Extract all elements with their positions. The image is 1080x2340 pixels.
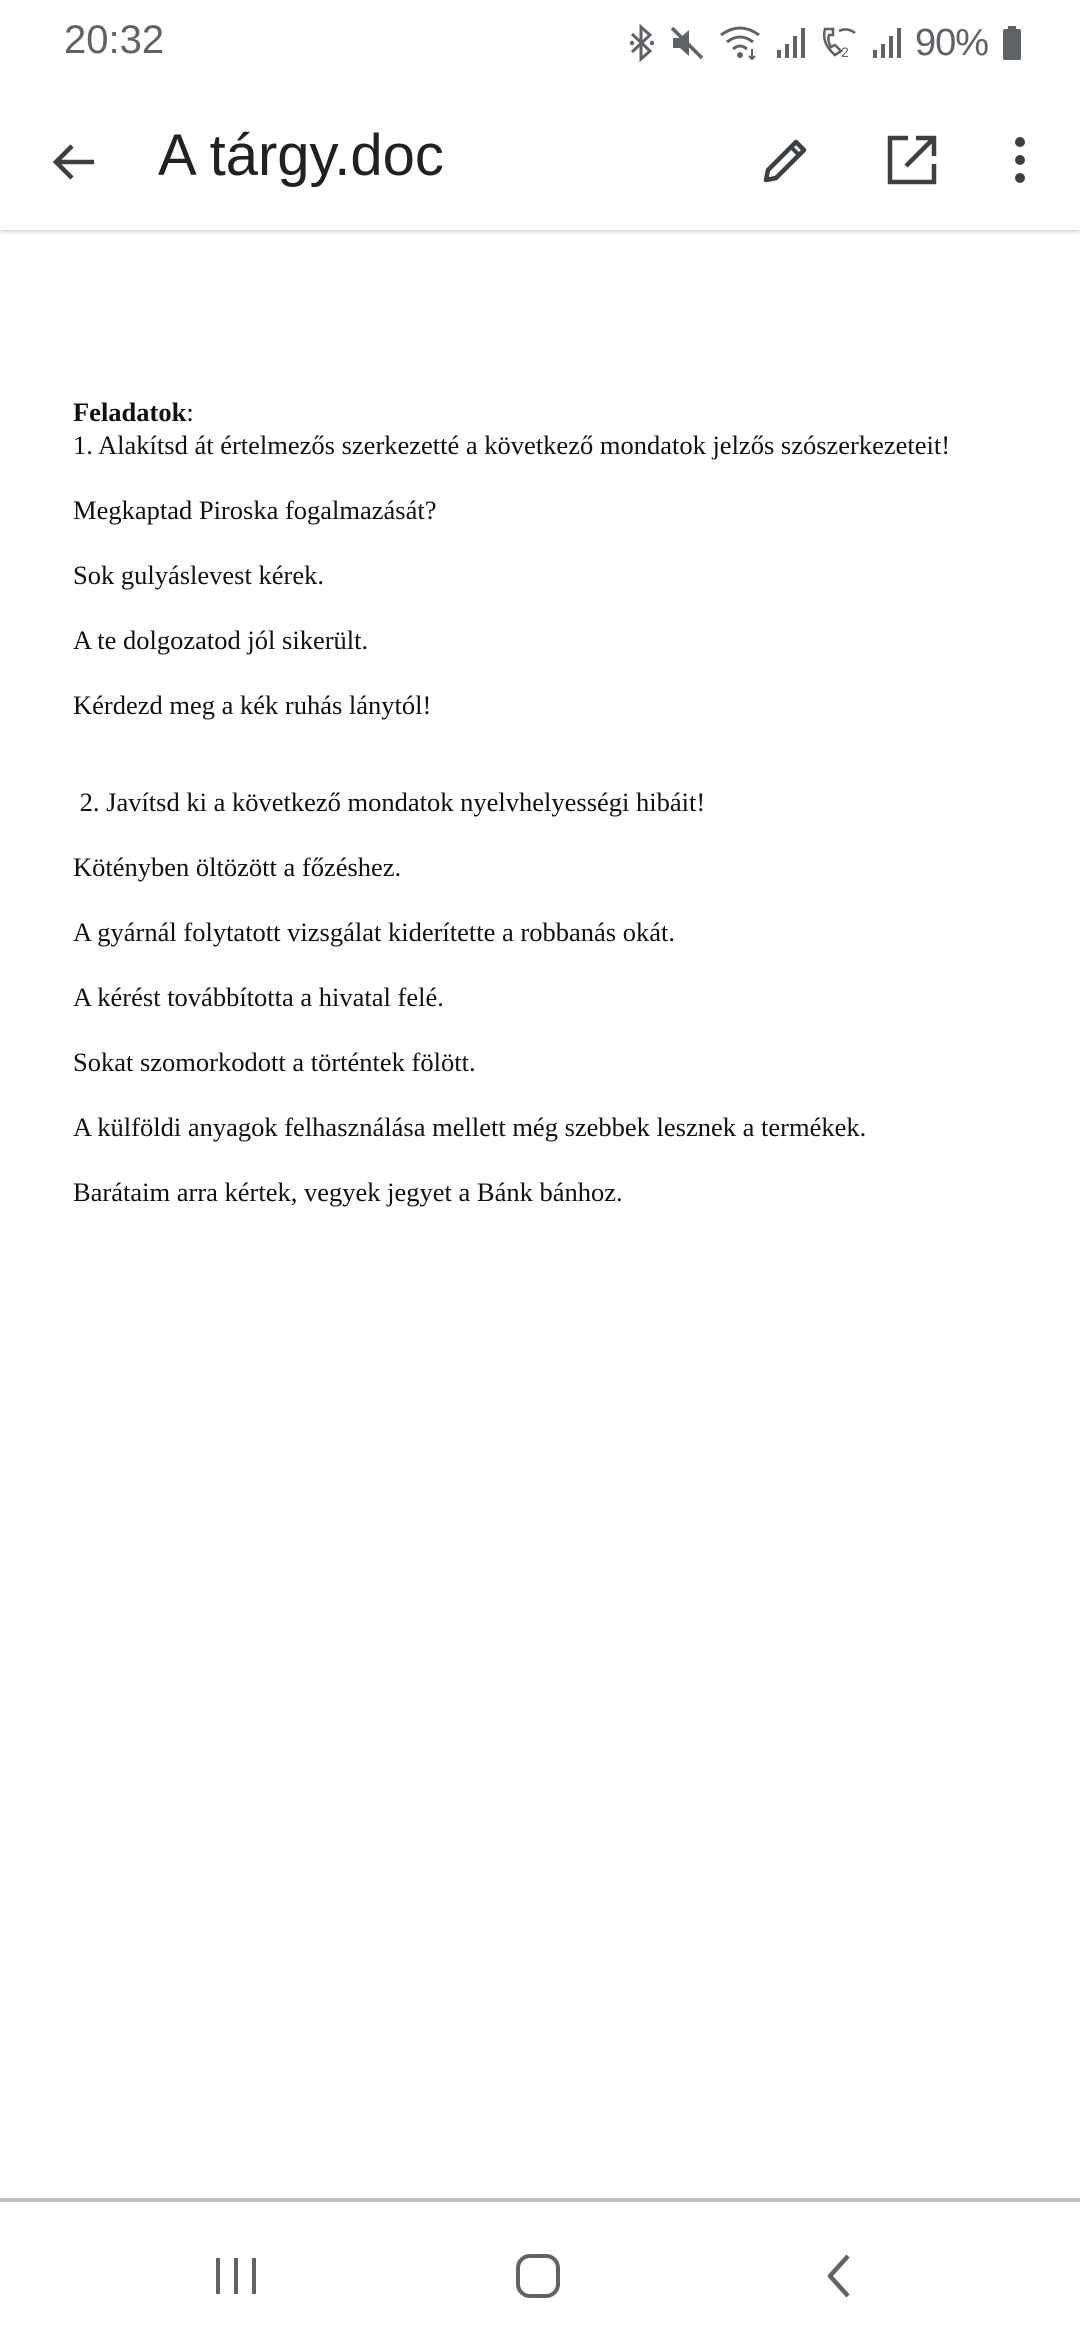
back-arrow-icon [50,138,98,186]
bottom-divider [0,2198,1080,2202]
open-external-icon [886,134,938,186]
document-view[interactable] [0,230,1080,2200]
bluetooth-icon [629,24,655,62]
task-2-sentence: A külföldi anyagok felhasználása mellett még szebbek lesznek a termékek. [73,1112,867,1142]
task-2-sentence: Kötényben öltözött a főzéshez. [73,852,402,882]
recent-apps-button[interactable] [210,2248,262,2304]
signal-icon-2 [871,26,901,60]
wifi-calling-icon [819,25,857,61]
system-nav-bar [0,2212,1080,2340]
task-2-sentence: A kérést továbbította a hivatal felé. [73,982,444,1012]
task-1-sentence: Sok gulyáslevest kérek. [73,560,324,590]
document-body [73,396,1073,1209]
task-2-instruction: 2. Javítsd ki a következő mondatok nyelvhelyességi hibáit! [73,787,706,817]
task-1-sentence: Kérdezd meg a kék ruhás lánytól! [73,690,432,720]
nav-back-button[interactable] [818,2248,858,2304]
task-2-sentence: A gyárnál folytatott vizsgálat kiderítette a robbanás okát. [73,917,675,947]
mute-icon [669,25,705,61]
home-icon [510,2248,566,2304]
tasks-heading: Feladatok [73,397,187,427]
task-1-sentence: A te dolgozatod jól sikerült. [73,625,369,655]
back-button[interactable] [40,128,108,196]
open-external-button[interactable] [876,124,948,196]
task-2-sentence: Sokat szomorkodott a történtek fölött. [73,1047,476,1077]
status-icons [629,20,1022,66]
home-button[interactable] [510,2248,566,2304]
document-title: A tárgy.doc [158,123,444,188]
battery-level: 90% [914,21,988,64]
back-icon [818,2248,858,2304]
task-2-sentence: Barátaim arra kértek, vegyek jegyet a Bánk bánhoz. [73,1177,623,1207]
wifi-icon [719,25,761,61]
more-vert-icon [1013,136,1027,184]
edit-button[interactable] [750,124,822,196]
tasks-heading-colon: : [186,397,194,427]
task-1-instruction: 1. Alakítsd át értelmezős szerkezetté a következő mondatok jelzős szószerkezeteit! [73,430,951,460]
pencil-icon [760,134,812,186]
more-options-button[interactable] [990,124,1050,196]
tasks-heading-line [73,396,1073,429]
signal-icon [775,26,805,60]
recent-apps-icon [210,2248,262,2304]
battery-icon [1002,25,1022,61]
task-1-sentence: Megkaptad Piroska fogalmazását? [73,495,437,525]
status-bar [0,0,1080,86]
status-time: 20:32 [64,18,165,62]
app-bar [0,86,1080,230]
svg-text:2: 2 [840,44,849,60]
